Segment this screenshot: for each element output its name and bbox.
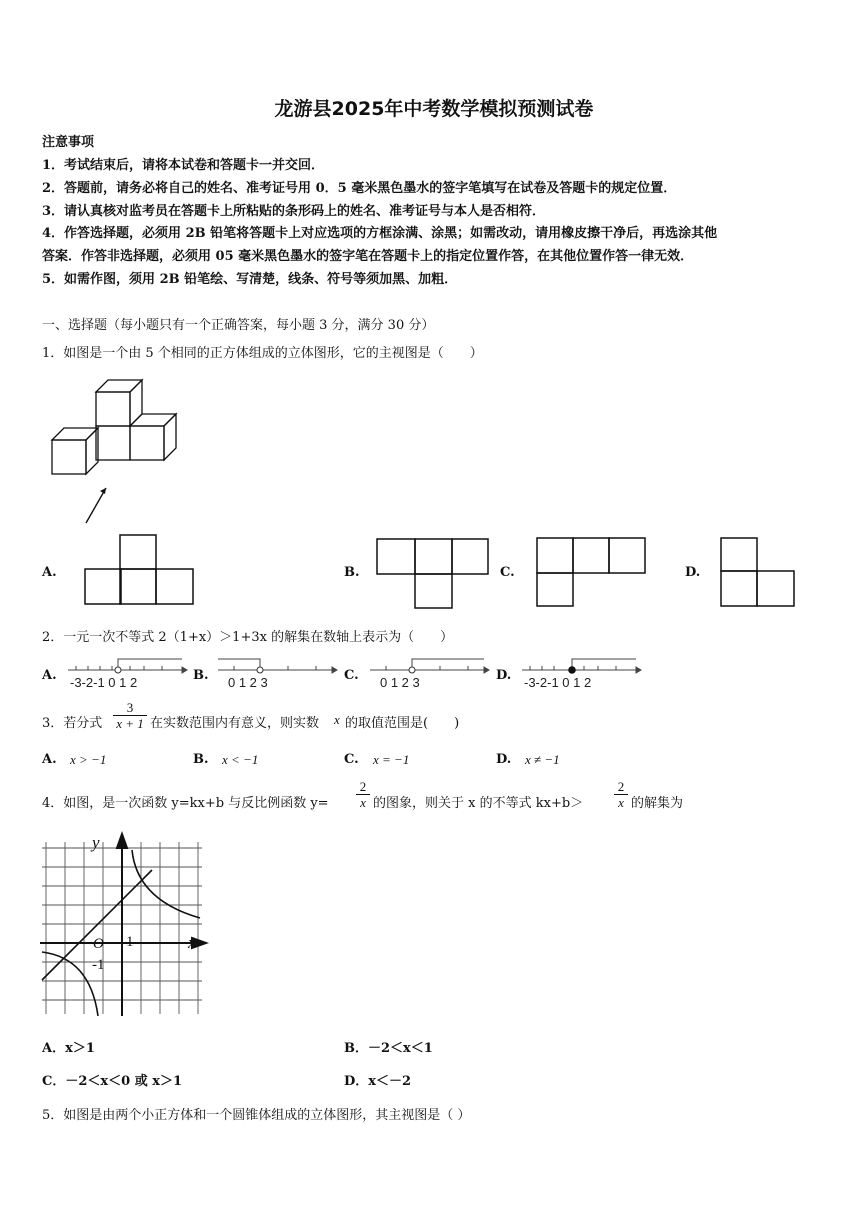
view-arrow-icon <box>86 488 106 523</box>
question-4-fraction: $\frac{2}{x}$ <box>614 779 628 810</box>
notice-item: 2．答题前，请务必将自己的姓名、准考证号用 0．5 毫米黑色墨水的签字笔填写在试卷及答题卡的规定位置． <box>42 181 677 196</box>
option-a-number-line <box>66 656 188 692</box>
svg-text:0 1 2 3: 0 1 2 3 <box>380 675 420 690</box>
question-1-solid-figure <box>50 378 180 528</box>
svg-text:x: x <box>188 933 196 952</box>
option-label: B. <box>193 668 209 683</box>
notice-item: 4．作答选择题，必须用 2B 铅笔将答题卡上对应选项的方框涂满、涂黑；如需改动，请用橡皮擦干净后，再选涂其他 <box>42 226 718 241</box>
option-label: D. <box>496 668 512 683</box>
question-1-stem: 1．如图是一个由 5 个相同的正方体组成的立体图形，它的主视图是（ ） <box>42 346 483 361</box>
question-4-fraction: $\frac{2}{x}$ <box>356 779 370 810</box>
question-4-function-graph <box>40 830 210 1020</box>
svg-text:-3-2-1 0 1 2: -3-2-1 0 1 2 <box>70 675 138 690</box>
option-c-view <box>536 537 648 609</box>
question-5-stem: 5．如图是由两个小正方体和一个圆锥体组成的立体图形，其主视图是（ ） <box>42 1108 471 1123</box>
option-expression: x ≠ −1 <box>525 752 560 767</box>
option-text: B．－2＜x＜1 <box>344 1041 433 1056</box>
question-3-stem: 的取值范围是( ) <box>345 716 460 731</box>
option-text: C．－2＜x＜0 或 x＞1 <box>42 1074 183 1089</box>
option-c-number-line <box>368 656 490 692</box>
question-4-stem: 的解集为 <box>631 796 684 811</box>
option-label: A. <box>42 565 57 580</box>
y-axis-arrow-icon <box>117 834 127 848</box>
question-3-fraction: $\frac{3}{x + 1}$ <box>113 700 147 731</box>
option-label: C. <box>344 668 359 683</box>
option-d-number-line <box>520 656 642 692</box>
option-d-view <box>720 537 798 609</box>
option-label: A. <box>42 752 57 767</box>
notice-item: 5．如需作图，须用 2B 铅笔绘、写清楚，线条、符号等须加黑、加粗． <box>42 272 458 287</box>
svg-text:O: O <box>93 936 104 952</box>
svg-text:1: 1 <box>126 934 134 950</box>
option-label: B. <box>193 752 209 767</box>
option-b-view <box>376 538 490 610</box>
svg-text:0 1 2 3: 0 1 2 3 <box>228 675 268 690</box>
svg-text:y: y <box>92 833 100 852</box>
option-label: B. <box>344 565 360 580</box>
notice-item: 1．考试结束后，请将本试卷和答题卡一并交回． <box>42 158 325 173</box>
option-expression: x > −1 <box>70 752 107 767</box>
page-title: 龙游县2025年中考数学模拟预测试卷 <box>274 98 594 120</box>
option-expression: x = −1 <box>373 752 410 767</box>
option-label: D. <box>685 565 701 580</box>
option-expression: x < −1 <box>222 752 259 767</box>
notice-heading: 注意事项 <box>42 135 95 150</box>
question-4-stem: 4．如图，是一次函数 y=kx+b 与反比例函数 y= <box>42 796 329 811</box>
question-4-stem: 的图象，则关于 x 的不等式 kx+b＞ <box>373 796 584 811</box>
question-3-stem: 在实数范围内有意义，则实数 <box>150 716 320 731</box>
svg-text:-3-2-1 0 1 2: -3-2-1 0 1 2 <box>524 675 592 690</box>
svg-text:-1: -1 <box>92 957 105 973</box>
option-label: C. <box>500 565 515 580</box>
option-text: D．x＜－2 <box>344 1074 412 1089</box>
option-label: A. <box>42 668 57 683</box>
question-3-stem: 3．若分式 <box>42 716 103 731</box>
notice-item: 3．请认真核对监考员在答题卡上所粘贴的条形码上的姓名、准考证号与本人是否相符． <box>42 204 546 219</box>
option-text: A．x＞1 <box>42 1041 95 1056</box>
option-a-view <box>84 534 196 606</box>
question-2-stem: 2．一元一次不等式 2（1+x）＞1+3x 的解集在数轴上表示为（ ） <box>42 630 454 645</box>
question-3-variable: x <box>334 712 340 727</box>
option-label: C. <box>344 752 359 767</box>
notice-item: 答案．作答非选择题，必须用 05 毫米黑色墨水的签字笔在答题卡上的指定位置作答，在其他位置作答一律无效． <box>42 249 694 264</box>
option-b-number-line <box>216 656 338 692</box>
option-label: D. <box>496 752 512 767</box>
section-heading: 一、选择题（每小题只有一个正确答案，每小题 3 分，满分 30 分） <box>42 318 435 333</box>
